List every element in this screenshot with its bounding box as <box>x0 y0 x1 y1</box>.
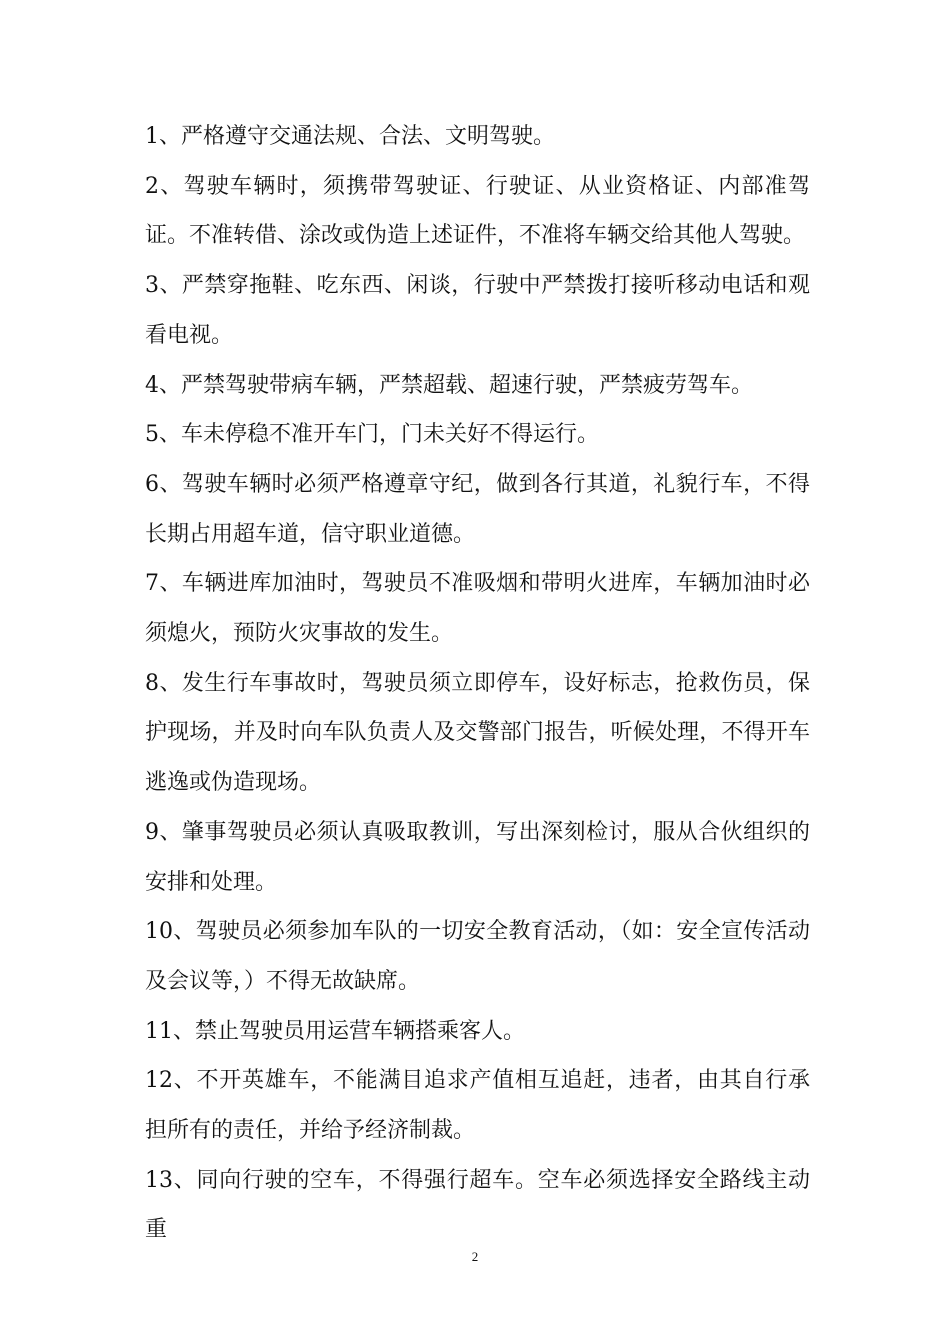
rule-item-7: 7、车辆进库加油时，驾驶员不准吸烟和带明火进库，车辆加油时必须熄火，预防火灾事故的发生。 <box>145 571 810 647</box>
rule-item-13: 13、同向行驶的空车，不得强行超车。空车必须选择安全路线主动重 <box>145 1167 810 1243</box>
rules-list <box>145 112 810 1255</box>
rule-item-4: 4、严禁驾驶带病车辆，严禁超载、超速行驶，严禁疲劳驾车。 <box>145 372 753 398</box>
rule-item-3: 3、严禁穿拖鞋、吃东西、闲谈，行驶中严禁拨打接听移动电话和观看电视。 <box>145 273 810 348</box>
rule-item-8: 8、发生行车事故时，驾驶员须立即停车，设好标志，抢救伤员，保护现场，并及时向车队负责人及交警部门报告，听候处理，不得开车逃逸或伪造现场。 <box>145 670 810 796</box>
rule-item-5: 5、车未停稳不准开车门，门未关好不得运行。 <box>145 422 599 448</box>
rule-item-2: 2、驾驶车辆时，须携带驾驶证、行驶证、从业资格证、内部准驾证。不准转借、涂改或伪造上述证件，不准将车辆交给其他人驾驶。 <box>145 173 810 249</box>
rule-item-6: 6、驾驶车辆时必须严格遵章守纪，做到各行其道，礼貌行车，不得长期占用超车道，信守职业道德。 <box>145 471 810 547</box>
rule-item-10: 10、驾驶员必须参加车队的一切安全教育活动，（如：安全宣传活动及会议等，）不得无故缺席。 <box>145 919 810 994</box>
page-number: 2 <box>471 1249 479 1264</box>
rule-item-9: 9、肇事驾驶员必须认真吸取教训，写出深刻检讨，服从合伙组织的安排和处理。 <box>145 819 810 895</box>
rule-item-1: 1、严格遵守交通法规、合法、文明驾驶。 <box>145 124 555 149</box>
rule-item-12: 12、不开英雄车，不能满目追求产值相互追赶，违者，由其自行承担所有的责任，并给予经济制裁。 <box>145 1068 810 1144</box>
rule-item-11: 11、禁止驾驶员用运营车辆搭乘客人。 <box>145 1018 525 1044</box>
